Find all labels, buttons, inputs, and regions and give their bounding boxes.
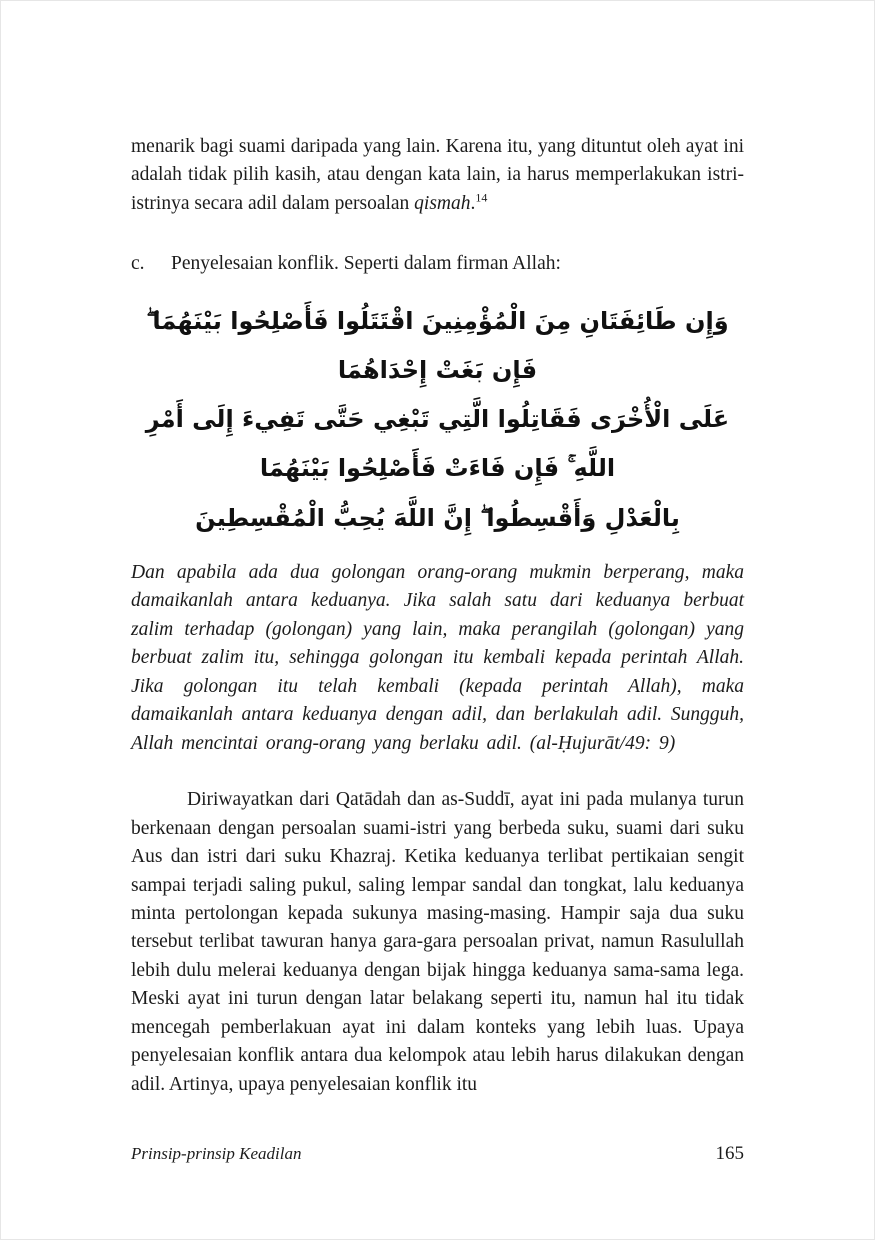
list-item-c xyxy=(131,250,744,278)
footer-section-title: Prinsip-prinsip Keadilan xyxy=(131,1144,302,1163)
list-item-c-label: c. xyxy=(131,253,145,275)
paragraph-continuation-text: menarik bagi suami daripada yang lain. Karena itu, yang dituntut oleh ayat ini adalah tidak pilih kasih, atau dengan kata lain, ia harus memperlakukan istri-istrinya secara adil dalam persoalan xyxy=(131,136,744,214)
paragraph-continuation xyxy=(131,133,744,218)
footnote-ref-14: 14 xyxy=(475,190,488,205)
verse-line-1: وَإِن طَائِفَتَانِ مِنَ الْمُؤْمِنِينَ اقْتَتَلُوا فَأَصْلِحُوا بَيْنَهُمَا ۖ فَإِن بَغَتْ إِحْدَاهُمَا xyxy=(146,306,729,385)
verse-translation: Dan apabila ada dua golongan orang-orang mukmin berperang, maka damaikanlah antara keduanya. Jika salah satu dari keduanya berbuat zalim terhadap (golongan) yang lain, maka perangilah (golongan) yang berbuat zalim itu, sehingga golongan itu kembali kepada perintah Allah. Jika golongan itu telah kembali (kepada perintah Allah), maka damaikanlah antara keduanya dengan adil, dan berlakulah adil. Sungguh, Allah mencintai orang-orang yang berlaku adil. (al-Ḥujurāt/49: 9) xyxy=(131,561,744,754)
paragraph-narrative: Diriwayatkan dari Qatādah dan as-Suddī, ayat ini pada mulanya turun berkenaan dengan persoalan suami-istri yang berbeda suku, suami dari suku Aus dan istri dari suku Khazraj. Ketika keduanya terlibat pertikaian sengit sampai terjadi saling pukul, saling lempar sandal dan tongkat, lalu keduanya minta pertolongan kepada sukunya masing-masing. Hampir saja dua suku tersebut terlibat tawuran hanya gara-gara persoalan privat, namun Rasulullah lebih dulu melerai keduanya dengan bijak hingga keduanya sama-sama lega. Meski ayat ini turun dengan latar belakang seperti itu, namun hal itu tidak mencegah pemberlakuan ayat ini dalam konteks yang lebih luas. Upaya penyelesaian konflik antara dua kelompok atau lebih harus dilakukan dengan adil. Artinya, upaya penyelesaian konflik itu xyxy=(131,789,744,1095)
verse-line-2: عَلَى الْأُخْرَى فَقَاتِلُوا الَّتِي تَبْغِي حَتَّى تَفِيءَ إِلَى أَمْرِ اللَّهِ ۚ فَإِن فَاءَتْ فَأَصْلِحُوا بَيْنَهُمَا xyxy=(145,405,730,483)
verse-line-3: بِالْعَدْلِ وَأَقْسِطُوا ۖ إِنَّ اللَّهَ يُحِبُّ الْمُقْسِطِينَ xyxy=(195,503,680,532)
sentence-period: . xyxy=(470,192,476,214)
quran-verse-arabic xyxy=(131,297,744,543)
term-qismah: qismah xyxy=(414,192,471,214)
list-item-c-text: Penyelesaian konflik. Seperti dalam firman Allah: xyxy=(171,253,561,275)
page-footer xyxy=(131,1143,744,1165)
page-number: 165 xyxy=(715,1143,744,1164)
